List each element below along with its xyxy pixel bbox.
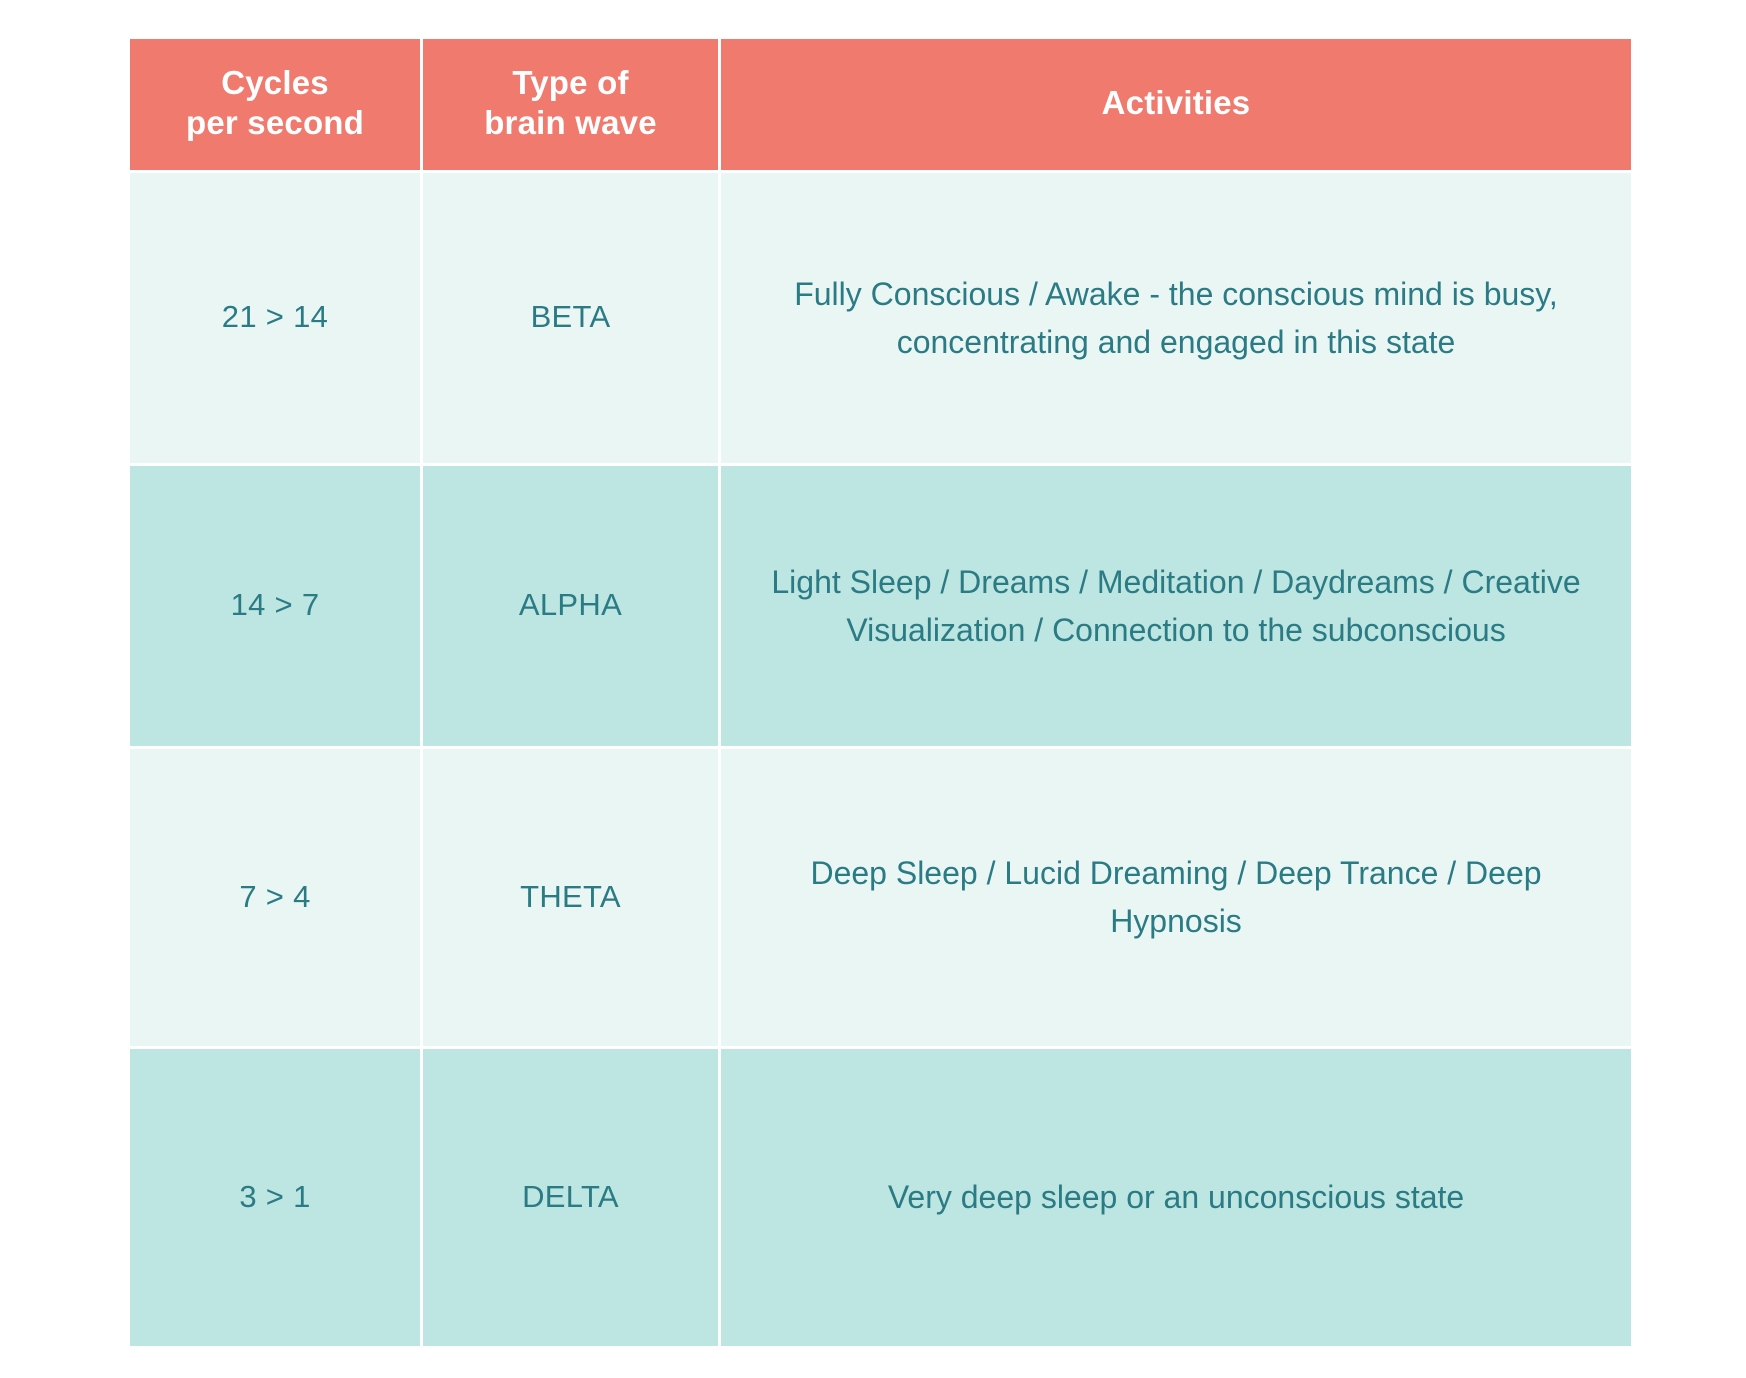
column-header-type-line1: Type of [512, 64, 629, 101]
column-header-cycles-per-second [130, 39, 420, 170]
table-body [130, 173, 1631, 1346]
table-row [130, 466, 1631, 746]
cell-activities-theta: Deep Sleep / Lucid Dreaming / Deep Trance / Deep Hypnosis [721, 749, 1631, 1046]
header-row [130, 39, 1631, 170]
cell-wave-delta: DELTA [423, 1049, 718, 1346]
column-header-cycles-line2: per second [185, 104, 365, 142]
cell-cycles-beta: 21 > 14 [130, 173, 420, 463]
column-header-type-of-brain-wave [423, 39, 718, 170]
column-header-type-line2: brain wave [484, 104, 657, 142]
column-header-cycles-line1: Cycles [221, 64, 329, 101]
table-row [130, 749, 1631, 1046]
cell-activities-alpha: Light Sleep / Dreams / Meditation / Daydreams / Creative Visualization / Connection to the subconscious [721, 466, 1631, 746]
table-container [127, 36, 1625, 1349]
column-header-activities: Activities [721, 39, 1631, 170]
cell-cycles-theta: 7 > 4 [130, 749, 420, 1046]
table-row [130, 173, 1631, 463]
cell-activities-delta: Very deep sleep or an unconscious state [721, 1049, 1631, 1346]
cell-wave-beta: BETA [423, 173, 718, 463]
cell-wave-alpha: ALPHA [423, 466, 718, 746]
cell-cycles-alpha: 14 > 7 [130, 466, 420, 746]
brain-wave-table [127, 36, 1634, 1349]
table-row [130, 1049, 1631, 1346]
table-header [130, 39, 1631, 170]
cell-wave-theta: THETA [423, 749, 718, 1046]
cell-activities-beta: Fully Conscious / Awake - the conscious mind is busy, concentrating and engaged in this state [721, 173, 1631, 463]
cell-cycles-delta: 3 > 1 [130, 1049, 420, 1346]
